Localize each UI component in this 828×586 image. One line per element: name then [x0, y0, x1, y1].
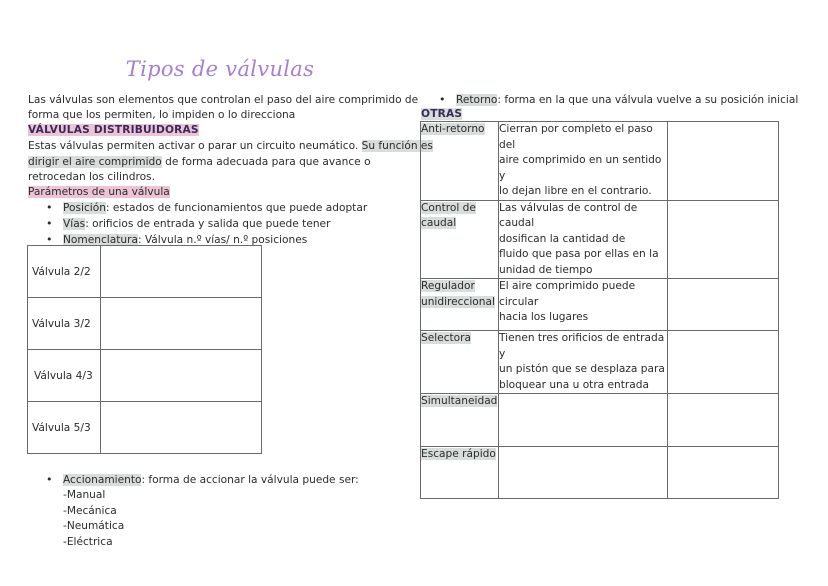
desc-line: unidad de tiempo: [499, 263, 593, 276]
desc-line: hacia los lugares: [499, 311, 589, 323]
valve-name: unidireccional: [421, 295, 495, 308]
otras-table: [420, 121, 779, 499]
accionamiento-options: [63, 488, 124, 550]
extra-cell: [668, 331, 779, 394]
desc-line: dosifican la cantidad de: [499, 232, 626, 245]
table-row: [421, 447, 779, 499]
desc-line: un pistón que se desplaza para: [499, 363, 665, 375]
extra-cell: [668, 447, 779, 499]
desc-line: aire comprimido en un sentido y: [499, 154, 662, 182]
bullet-dot: •: [46, 473, 53, 486]
valve-name: Simultaneidad: [421, 395, 498, 407]
bullet-vias: [46, 216, 331, 232]
bullet-text: : orificios de entrada y salida que puede tener: [85, 218, 331, 230]
distribuidoras-line-1: [28, 138, 433, 154]
valve-name-cell: [421, 122, 499, 201]
valve-name: Control de: [421, 201, 476, 214]
desc-line: bloquear una u otra entrada: [499, 378, 649, 391]
valve-desc-cell: [499, 447, 668, 499]
valve-table: [27, 245, 262, 454]
table-row: [28, 298, 262, 350]
params-label: [28, 184, 170, 200]
valve-name: Selectora: [421, 332, 472, 344]
valve-symbol-cell: [101, 246, 262, 298]
extra-cell: [668, 122, 779, 201]
list-item: -Neumática: [63, 520, 125, 532]
valve-name-cell: [421, 394, 499, 447]
valve-desc-cell: [499, 200, 668, 279]
desc-line: lo dejan libre en el contrario.: [499, 185, 652, 197]
valve-desc-cell: [499, 122, 668, 201]
valve-desc-cell: [499, 331, 668, 394]
desc-line: fluido que pasa por ellas en la: [499, 248, 659, 260]
text-part: de forma adecuada para que avance o: [161, 156, 371, 168]
heading-text: OTRAS: [421, 108, 463, 120]
list-item: -Mecánica: [63, 504, 117, 517]
valve-label: Válvula 3/2: [28, 298, 101, 350]
distribuidoras-line-3: retrocedan los cilindros.: [28, 171, 155, 183]
valve-name: Escape rápido: [421, 448, 496, 460]
table-row: [421, 279, 779, 331]
table-row: [421, 331, 779, 394]
distribuidoras-line-2: [28, 154, 371, 170]
bullet-text: : Válvula n.º vías/ n.º posiciones: [137, 234, 308, 246]
valve-symbol-cell: [101, 350, 262, 402]
valve-desc-cell: [499, 279, 668, 331]
bullet-term: Nomenclatura: [63, 234, 138, 246]
valve-label: Válvula 5/3: [28, 402, 101, 454]
bullet-term: Retorno: [456, 94, 498, 106]
heading-text: VÁLVULAS DISTRIBUIDORAS: [28, 124, 199, 136]
bullet-text: : forma en la que una válvula vuelve a su posición inicial: [497, 94, 799, 106]
table-row: [28, 350, 262, 402]
desc-line: Tienen tres orificios de entrada y: [499, 332, 665, 360]
page-title: Tipos de válvulas: [125, 57, 315, 81]
section-heading-otras: [421, 107, 462, 122]
valve-name-cell: [421, 200, 499, 279]
bullet-dot: •: [46, 217, 53, 230]
valve-desc-cell: [499, 394, 668, 447]
bullet-dot: •: [46, 201, 53, 214]
valve-label: Válvula 2/2: [28, 246, 101, 298]
bullet-dot: •: [46, 233, 53, 246]
extra-cell: [668, 200, 779, 279]
extra-cell: [668, 394, 779, 447]
list-item: -Manual: [63, 489, 106, 501]
bullet-text: : forma de accionar la válvula puede ser:: [141, 474, 359, 486]
table-row: [421, 200, 779, 279]
desc-line: Cierran por completo el paso del: [499, 123, 653, 151]
section-heading-distribuidoras: [28, 123, 199, 138]
valve-name: Regulador: [421, 280, 475, 292]
valve-name: Anti-retorno: [421, 123, 485, 135]
bullet-term: Posición: [63, 202, 106, 214]
list-item: -Eléctrica: [63, 535, 113, 548]
intro-line-1: Las válvulas son elementos que controlan el paso del aire comprimido de: [28, 94, 419, 106]
bullet-dot: •: [439, 93, 446, 106]
bullet-accionamiento: [46, 472, 359, 488]
table-row: [28, 402, 262, 454]
intro-line-2: forma que los permiten, lo impiden o lo direcciona: [28, 109, 296, 121]
valve-name-cell: [421, 331, 499, 394]
valve-name-cell: [421, 447, 499, 499]
valve-name: caudal: [421, 217, 457, 229]
bullet-retorno: [439, 92, 799, 108]
bullet-term: Accionamiento: [63, 474, 142, 486]
params-label-text: Parámetros de una válvula: [28, 186, 170, 198]
desc-line: El aire comprimido puede circular: [499, 280, 636, 308]
table-row: [421, 122, 779, 201]
table-row: [421, 394, 779, 447]
valve-name-cell: [421, 279, 499, 331]
valve-symbol-cell: [101, 298, 262, 350]
valve-symbol-cell: [101, 402, 262, 454]
bullet-posicion: [46, 200, 368, 216]
highlight-text: dirigir el aire comprimido: [28, 156, 162, 168]
text-part: Estas válvulas permiten activar o parar un circuito neumático.: [28, 140, 362, 152]
bullet-term: Vías: [63, 218, 86, 230]
desc-line: Las válvulas de control de caudal: [499, 201, 638, 229]
highlight-text: Su función es: [361, 140, 433, 152]
bullet-text: : estados de funcionamientos que puede adoptar: [105, 202, 368, 214]
extra-cell: [668, 279, 779, 331]
valve-label: Válvula 4/3: [28, 350, 101, 402]
table-row: [28, 246, 262, 298]
